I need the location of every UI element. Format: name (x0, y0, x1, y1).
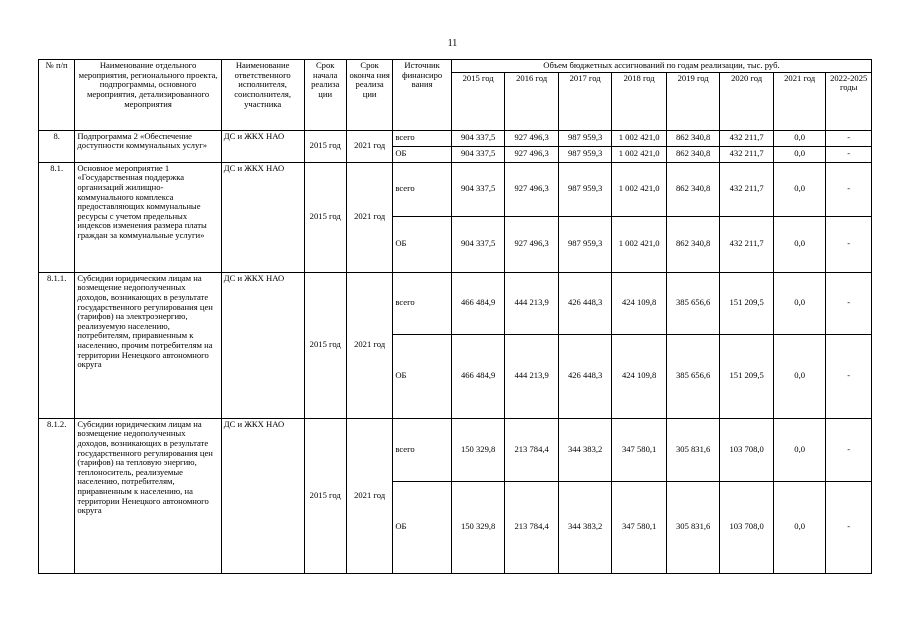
row-source: ОБ (393, 216, 452, 272)
value-cell: 424 109,8 (612, 334, 667, 418)
value-cell: 862 340,8 (666, 216, 720, 272)
row-num: 8.1. (39, 162, 75, 272)
value-cell: 103 708,0 (720, 481, 774, 573)
row-responsible: ДС и ЖКХ НАО (221, 162, 304, 272)
value-cell: 987 959,3 (558, 162, 612, 216)
header-year: 2016 год (505, 72, 559, 130)
header-year: 2020 год (720, 72, 774, 130)
header-year: 2017 год (558, 72, 612, 130)
value-cell: 0,0 (773, 130, 825, 146)
value-cell: 305 831,6 (666, 481, 720, 573)
value-cell: 466 484,9 (451, 334, 505, 418)
header-responsible: Наименование ответственного исполнителя, соисполнителя, участника (221, 60, 304, 131)
value-cell: 213 784,4 (505, 418, 559, 481)
value-cell: 904 337,5 (451, 216, 505, 272)
value-cell: - (826, 130, 872, 146)
row-name: Субсидии юридическим лицам на возмещение недополученных доходов, возникающих в результате государственного регулирования цен (тарифов) на электроэнергию, реализуемую населению, потребителям, приравненным к населению, прочим потребителям на территории Ненецкого автономного округа (75, 272, 221, 418)
value-cell: 444 213,9 (505, 272, 559, 334)
row-end: 2021 год (346, 272, 392, 418)
value-cell: - (826, 272, 872, 334)
row-start: 2015 год (304, 130, 346, 162)
value-cell: 432 211,7 (720, 130, 774, 146)
value-cell: 466 484,9 (451, 272, 505, 334)
row-source: всего (393, 162, 452, 216)
value-cell: 862 340,8 (666, 146, 720, 162)
row-responsible: ДС и ЖКХ НАО (221, 130, 304, 162)
value-cell: 987 959,3 (558, 216, 612, 272)
value-cell: 424 109,8 (612, 272, 667, 334)
row-num: 8. (39, 130, 75, 162)
header-end: Срок оконча ния реализа ции (346, 60, 392, 131)
header-volume: Объем бюджетных ассигнований по годам реализации, тыс. руб. (451, 60, 871, 73)
value-cell: 862 340,8 (666, 130, 720, 146)
value-cell: 927 496,3 (505, 146, 559, 162)
value-cell: 0,0 (773, 216, 825, 272)
value-cell: 385 656,6 (666, 272, 720, 334)
row-end: 2021 год (346, 130, 392, 162)
row-end: 2021 год (346, 418, 392, 573)
row-responsible: ДС и ЖКХ НАО (221, 272, 304, 418)
value-cell: 432 211,7 (720, 146, 774, 162)
value-cell: 987 959,3 (558, 146, 612, 162)
row-name: Субсидии юридическим лицам на возмещение недополученных доходов, возникающих в результате государственного регулирования цен (тарифов) на тепловую энергию, теплоноситель, реализуемые населению, потребителям, приравненным к населению, на территории Ненецкого автономного округа (75, 418, 221, 573)
value-cell: 432 211,7 (720, 216, 774, 272)
value-cell: 1 002 421,0 (612, 162, 667, 216)
row-start: 2015 год (304, 418, 346, 573)
value-cell: - (826, 216, 872, 272)
value-cell: 347 580,1 (612, 418, 667, 481)
value-cell: - (826, 162, 872, 216)
value-cell: 150 329,8 (451, 418, 505, 481)
header-source: Источник финансиро вания (393, 60, 452, 131)
value-cell: 1 002 421,0 (612, 130, 667, 146)
row-responsible: ДС и ЖКХ НАО (221, 418, 304, 573)
value-cell: 927 496,3 (505, 162, 559, 216)
header-year: 2018 год (612, 72, 667, 130)
value-cell: 0,0 (773, 146, 825, 162)
value-cell: 150 329,8 (451, 481, 505, 573)
row-end: 2021 год (346, 162, 392, 272)
value-cell: 151 209,5 (720, 334, 774, 418)
header-year: 2022-2025 годы (826, 72, 872, 130)
value-cell: 151 209,5 (720, 272, 774, 334)
row-source: ОБ (393, 146, 452, 162)
value-cell: 0,0 (773, 272, 825, 334)
value-cell: 0,0 (773, 334, 825, 418)
value-cell: - (826, 418, 872, 481)
row-name: Основное мероприятие 1 «Государственная поддержка организаций жилищно-коммунального комплекса предоставляющих коммунальные ресурсы с учетом предельных индексов изменения размера платы граждан за коммунальные услуги» (75, 162, 221, 272)
table-row (39, 272, 872, 334)
row-source: всего (393, 418, 452, 481)
header-name: Наименование отдельного мероприятия, регионального проекта, подпрограммы, основного мероприятия, детализированного мероприятия (75, 60, 221, 131)
value-cell: 987 959,3 (558, 130, 612, 146)
header-year: 2019 год (666, 72, 720, 130)
table-row (39, 418, 872, 481)
value-cell: 347 580,1 (612, 481, 667, 573)
row-source: всего (393, 272, 452, 334)
budget-table (38, 59, 872, 574)
value-cell: 426 448,3 (558, 334, 612, 418)
value-cell: 904 337,5 (451, 146, 505, 162)
row-start: 2015 год (304, 162, 346, 272)
row-num: 8.1.1. (39, 272, 75, 418)
value-cell: 385 656,6 (666, 334, 720, 418)
value-cell: 0,0 (773, 418, 825, 481)
value-cell: 927 496,3 (505, 130, 559, 146)
table-row (39, 130, 872, 146)
row-num: 8.1.2. (39, 418, 75, 573)
page-number: 11 (447, 38, 458, 49)
row-source: ОБ (393, 481, 452, 573)
row-source: ОБ (393, 334, 452, 418)
value-cell: 305 831,6 (666, 418, 720, 481)
header-year: 2015 год (451, 72, 505, 130)
value-cell: 904 337,5 (451, 162, 505, 216)
header-num: № п/п (39, 60, 75, 131)
table-row (39, 162, 872, 216)
value-cell: 904 337,5 (451, 130, 505, 146)
value-cell: 862 340,8 (666, 162, 720, 216)
value-cell: 103 708,0 (720, 418, 774, 481)
value-cell: 432 211,7 (720, 162, 774, 216)
row-start: 2015 год (304, 272, 346, 418)
value-cell: 0,0 (773, 481, 825, 573)
value-cell: 927 496,3 (505, 216, 559, 272)
row-source: всего (393, 130, 452, 146)
header-year: 2021 год (773, 72, 825, 130)
value-cell: 1 002 421,0 (612, 146, 667, 162)
value-cell: - (826, 334, 872, 418)
value-cell: 426 448,3 (558, 272, 612, 334)
value-cell: 344 383,2 (558, 481, 612, 573)
value-cell: 1 002 421,0 (612, 216, 667, 272)
value-cell: 344 383,2 (558, 418, 612, 481)
value-cell: 213 784,4 (505, 481, 559, 573)
value-cell: - (826, 481, 872, 573)
value-cell: 0,0 (773, 162, 825, 216)
value-cell: 444 213,9 (505, 334, 559, 418)
row-name: Подпрограмма 2 «Обеспечение доступности коммунальных услуг» (75, 130, 221, 162)
value-cell: - (826, 146, 872, 162)
header-start: Срок начала реализа ции (304, 60, 346, 131)
